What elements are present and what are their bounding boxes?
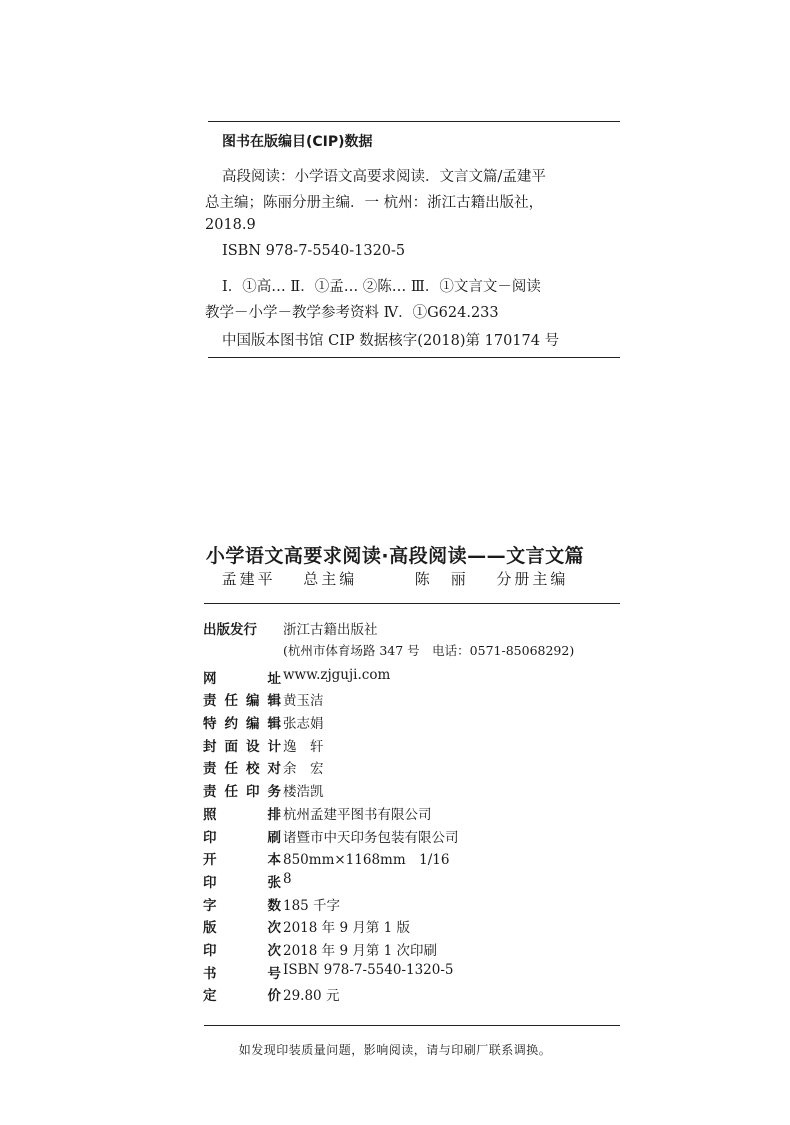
colophon-table [203,618,574,1007]
cip-line: ISBN 978-7-5540-1320-5 [222,243,406,259]
colophon-label-char: 任 [224,693,238,710]
chief-editor-role: 总主编 [303,570,358,588]
colophon-value: (杭州市体育场路 347 号 电话：0571-85068292) [283,642,575,658]
cip-bottom-rule [208,357,620,358]
colophon-label [203,735,283,755]
colophon-label [203,962,283,982]
colophon-label-char: 印 [203,942,217,959]
colophon-value: 2018 年 9 月第 1 次印刷 [283,942,437,959]
colophon-label-char: 辑 [267,716,281,733]
volume-editor: 陈 丽 [414,570,469,588]
colophon-label-char: 编 [246,693,260,710]
cip-line: Ⅰ．①高… Ⅱ．①孟… ②陈… Ⅲ．①文言文－阅读 [222,279,541,295]
colophon-label [203,984,283,1004]
colophon-value: 张志娟 [283,716,324,733]
colophon-row-typesetting [203,803,574,826]
colophon-label [203,757,283,777]
colophon-label-char: 价 [267,988,281,1005]
colophon-label-char: 照 [203,806,217,823]
colophon-label-char: 设 [246,738,260,755]
colophon-label-char: 计 [267,738,281,755]
colophon-label [203,689,283,709]
colophon-label-char: 址 [267,670,281,687]
colophon-top-rule [204,603,620,604]
colophon-label-char: 次 [267,920,281,937]
colophon-row-price [203,984,574,1007]
colophon-label-char: 责 [203,693,217,710]
cip-heading: 图书在版编目(CIP)数据 [222,134,373,150]
footer-note: 如发现印装质量问题，影响阅读，请与印刷厂联系调换。 [238,1043,552,1057]
colophon-row-isbn [203,962,574,985]
colophon-label-char: 书 [203,965,217,982]
colophon-row-website [203,667,574,690]
colophon-value: 余 宏 [283,761,324,778]
colophon-row-cover-design [203,735,574,758]
colophon-value: 楼浩凯 [283,784,324,801]
colophon-value: 850mm×1168mm 1/16 [283,852,450,869]
colophon-value: 8 [283,870,292,887]
colophon-label-char: 特 [203,716,217,733]
colophon-label [203,803,283,823]
colophon-label [203,916,283,936]
colophon-row-printing [203,826,574,849]
colophon-value: 逸 轩 [283,738,324,755]
colophon-label-char: 任 [224,784,238,801]
colophon-row-print-manager [203,780,574,803]
colophon-label-char: 版 [203,920,217,937]
colophon-label-char: 务 [267,784,281,801]
colophon-label-char: 印 [246,784,260,801]
colophon-row-edition [203,916,574,939]
colophon-value: 2018 年 9 月第 1 版 [283,920,410,937]
colophon-label-char: 辑 [267,693,281,710]
colophon-bottom-rule [204,1025,620,1026]
colophon-label-char: 任 [224,761,238,778]
colophon-value: ISBN 978-7-5540-1320-5 [283,961,454,978]
colophon-label-char: 刷 [267,829,281,846]
colophon-label: 出版发行 [203,622,257,638]
colophon-value: www.zjguji.com [283,666,391,683]
cip-line: 总主编；陈丽分册主编．一 杭州：浙江古籍出版社， [205,195,544,211]
colophon-row-format [203,848,574,871]
colophon-label-char: 编 [246,716,260,733]
colophon-label-char: 本 [267,852,281,869]
book-title: 小学语文高要求阅读·高段阅读——文言文篇 [205,545,585,567]
colophon-label [203,939,283,959]
colophon-label-char: 网 [203,670,217,687]
colophon-label-char: 对 [267,761,281,778]
colophon-label-char: 排 [267,806,281,823]
volume-editor-role: 分册主编 [496,570,569,588]
colophon-label [203,848,283,868]
colophon-row-sheets [203,871,574,894]
colophon-label-char: 次 [267,942,281,959]
colophon-row-impression [203,939,574,962]
cip-top-rule [208,121,620,122]
chief-editor: 孟建平 [221,570,276,588]
colophon-label-char: 印 [203,874,217,891]
colophon-label-char: 面 [224,738,238,755]
colophon-label-char: 封 [203,738,217,755]
colophon-label [203,826,283,846]
colophon-row-address [203,641,574,667]
colophon-value: 29.80 元 [283,988,340,1005]
colophon-label-char: 号 [267,965,281,982]
colophon-label-char: 责 [203,761,217,778]
colophon-label-char: 校 [246,761,260,778]
colophon-row-publisher [203,618,574,641]
colophon-row-word-count [203,894,574,917]
colophon-label [203,712,283,732]
colophon-value: 黄玉洁 [283,693,324,710]
colophon-value: 浙江古籍出版社 [283,622,378,638]
cip-line: 教学－小学－教学参考资料 Ⅳ．①G624.233 [205,305,499,321]
colophon-label [203,894,283,914]
colophon-row-editor [203,689,574,712]
colophon-label-char: 数 [267,897,281,914]
colophon-label-char: 字 [203,897,217,914]
cip-line: 高段阅读：小学语文高要求阅读．文言文篇/孟建平 [222,169,546,185]
colophon-row-special-editor [203,712,574,735]
colophon-value: 诸暨市中天印务包装有限公司 [283,829,459,846]
colophon-label [203,780,283,800]
colophon-label-char: 印 [203,829,217,846]
colophon-value: 杭州孟建平图书有限公司 [283,806,432,823]
cip-line: 中国版本图书馆 CIP 数据核字(2018)第 170174 号 [222,333,560,349]
colophon-row-proofreader [203,757,574,780]
colophon-label-char: 张 [267,874,281,891]
colophon-label-char: 责 [203,784,217,801]
colophon-label [203,667,283,687]
editors-line [0,568,790,589]
colophon-label-char: 定 [203,988,217,1005]
colophon-label-char: 约 [224,716,238,733]
cip-line: 2018.9 [205,217,256,233]
colophon-label-char: 开 [203,852,217,869]
colophon-label [203,871,283,891]
colophon-value: 185 千字 [283,897,341,914]
